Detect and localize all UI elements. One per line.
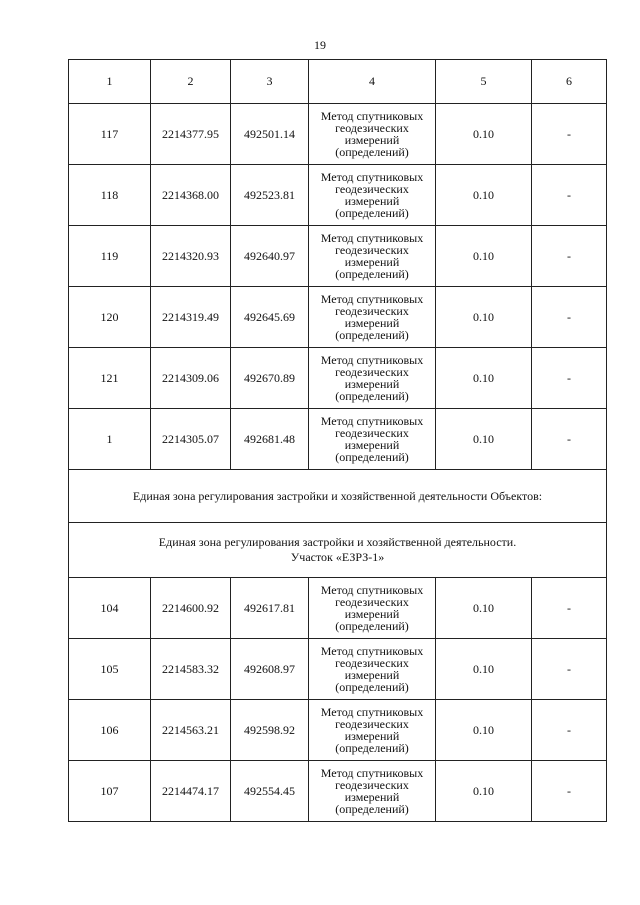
note-cell: -: [532, 348, 607, 409]
accuracy-cell: 0.10: [436, 287, 532, 348]
method-line: Метод спутниковых: [320, 414, 424, 428]
method-cell: [309, 409, 436, 470]
method-line: Метод спутниковых: [320, 705, 424, 719]
note-cell: -: [532, 226, 607, 287]
method-line: Метод спутниковых: [320, 644, 424, 658]
accuracy-cell: 0.10: [436, 639, 532, 700]
method-line: (определений): [335, 145, 409, 159]
method-line: измерений: [344, 729, 400, 743]
x-coordinate-cell: 2214305.07: [151, 409, 231, 470]
subsection-title-line: Участок «ЕЗРЗ-1»: [290, 550, 385, 564]
table-row: [69, 578, 607, 639]
method-line: геодезических: [335, 121, 409, 135]
accuracy-cell: 0.10: [436, 700, 532, 761]
y-coordinate-cell: 492670.89: [231, 348, 309, 409]
method-line: измерений: [344, 790, 400, 804]
method-line: геодезических: [335, 656, 409, 670]
method-cell: [309, 348, 436, 409]
table-header-row: [69, 60, 607, 104]
column-header: 1: [69, 60, 151, 104]
table-row: [69, 226, 607, 287]
x-coordinate-cell: 2214368.00: [151, 165, 231, 226]
accuracy-cell: 0.10: [436, 226, 532, 287]
method-line: (определений): [335, 619, 409, 633]
method-line: измерений: [344, 607, 400, 621]
method-line: измерений: [344, 316, 400, 330]
method-line: геодезических: [335, 426, 409, 440]
method-line: геодезических: [335, 717, 409, 731]
x-coordinate-cell: 2214600.92: [151, 578, 231, 639]
x-coordinate-cell: 2214320.93: [151, 226, 231, 287]
subsection-title-line: Единая зона регулирования застройки и хозяйственной деятельности.: [158, 535, 517, 549]
point-number-cell: 119: [69, 226, 151, 287]
method-line: Метод спутниковых: [320, 766, 424, 780]
y-coordinate-cell: 492617.81: [231, 578, 309, 639]
method-cell: [309, 287, 436, 348]
point-number-cell: 120: [69, 287, 151, 348]
subsection-title: [69, 523, 607, 578]
column-header: 6: [532, 60, 607, 104]
table-row: [69, 104, 607, 165]
point-number-cell: 104: [69, 578, 151, 639]
accuracy-cell: 0.10: [436, 165, 532, 226]
method-line: (определений): [335, 389, 409, 403]
section-title: Единая зона регулирования застройки и хозяйственной деятельности Объектов:: [69, 470, 607, 523]
method-cell: [309, 165, 436, 226]
method-line: измерений: [344, 194, 400, 208]
y-coordinate-cell: 492681.48: [231, 409, 309, 470]
page-number: 19: [314, 38, 326, 52]
method-cell: [309, 639, 436, 700]
x-coordinate-cell: 2214377.95: [151, 104, 231, 165]
accuracy-cell: 0.10: [436, 578, 532, 639]
column-header: 4: [309, 60, 436, 104]
table-row: [69, 761, 607, 822]
note-cell: -: [532, 578, 607, 639]
table-row: [69, 287, 607, 348]
method-line: Метод спутниковых: [320, 231, 424, 245]
x-coordinate-cell: 2214309.06: [151, 348, 231, 409]
y-coordinate-cell: 492554.45: [231, 761, 309, 822]
method-line: Метод спутниковых: [320, 583, 424, 597]
note-cell: -: [532, 700, 607, 761]
method-line: геодезических: [335, 595, 409, 609]
y-coordinate-cell: 492598.92: [231, 700, 309, 761]
coordinates-table: [68, 59, 607, 822]
x-coordinate-cell: 2214583.32: [151, 639, 231, 700]
y-coordinate-cell: 492608.97: [231, 639, 309, 700]
note-cell: -: [532, 104, 607, 165]
method-line: (определений): [335, 206, 409, 220]
table-row: [69, 165, 607, 226]
method-line: Метод спутниковых: [320, 109, 424, 123]
note-cell: -: [532, 639, 607, 700]
method-line: (определений): [335, 450, 409, 464]
method-line: (определений): [335, 267, 409, 281]
point-number-cell: 117: [69, 104, 151, 165]
method-line: (определений): [335, 802, 409, 816]
y-coordinate-cell: 492645.69: [231, 287, 309, 348]
method-line: измерений: [344, 377, 400, 391]
method-cell: [309, 578, 436, 639]
table-row: [69, 639, 607, 700]
method-line: измерений: [344, 438, 400, 452]
note-cell: -: [532, 287, 607, 348]
column-header: 2: [151, 60, 231, 104]
point-number-cell: 118: [69, 165, 151, 226]
x-coordinate-cell: 2214319.49: [151, 287, 231, 348]
method-line: измерений: [344, 255, 400, 269]
method-cell: [309, 761, 436, 822]
method-line: геодезических: [335, 182, 409, 196]
table-row: [69, 348, 607, 409]
accuracy-cell: 0.10: [436, 761, 532, 822]
point-number-cell: 1: [69, 409, 151, 470]
accuracy-cell: 0.10: [436, 348, 532, 409]
point-number-cell: 105: [69, 639, 151, 700]
method-line: Метод спутниковых: [320, 170, 424, 184]
y-coordinate-cell: 492640.97: [231, 226, 309, 287]
method-line: измерений: [344, 668, 400, 682]
method-cell: [309, 700, 436, 761]
x-coordinate-cell: 2214563.21: [151, 700, 231, 761]
method-line: геодезических: [335, 365, 409, 379]
accuracy-cell: 0.10: [436, 104, 532, 165]
method-line: (определений): [335, 328, 409, 342]
method-line: (определений): [335, 741, 409, 755]
x-coordinate-cell: 2214474.17: [151, 761, 231, 822]
accuracy-cell: 0.10: [436, 409, 532, 470]
section-row: [69, 470, 607, 523]
note-cell: -: [532, 409, 607, 470]
table-row: [69, 409, 607, 470]
method-line: Метод спутниковых: [320, 353, 424, 367]
coordinates-table-body: [69, 60, 607, 822]
table-row: [69, 700, 607, 761]
method-line: Метод спутниковых: [320, 292, 424, 306]
method-cell: [309, 104, 436, 165]
method-line: измерений: [344, 133, 400, 147]
point-number-cell: 106: [69, 700, 151, 761]
method-cell: [309, 226, 436, 287]
point-number-cell: 121: [69, 348, 151, 409]
column-header: 5: [436, 60, 532, 104]
y-coordinate-cell: 492523.81: [231, 165, 309, 226]
method-line: (определений): [335, 680, 409, 694]
method-line: геодезических: [335, 778, 409, 792]
note-cell: -: [532, 761, 607, 822]
point-number-cell: 107: [69, 761, 151, 822]
y-coordinate-cell: 492501.14: [231, 104, 309, 165]
method-line: геодезических: [335, 304, 409, 318]
note-cell: -: [532, 165, 607, 226]
subsection-row: [69, 523, 607, 578]
column-header: 3: [231, 60, 309, 104]
method-line: геодезических: [335, 243, 409, 257]
